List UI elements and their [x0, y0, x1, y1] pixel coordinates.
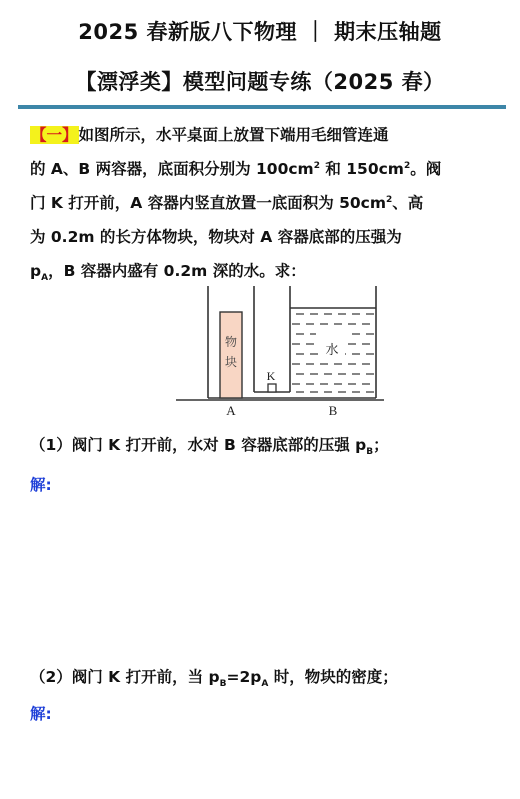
problem-line-1: 如图所示，水平桌面上放置下端用毛细管连通 [78, 126, 389, 144]
problem-line-5a: p [30, 262, 42, 280]
question-1-text-b: ； [373, 436, 389, 454]
container-a-label: A [226, 403, 236, 416]
problem-line-3a: 门 K 打开前，A 容器内竖直放置一底面积为 50cm [30, 194, 387, 212]
block-label-2: 块 [224, 355, 238, 369]
problem-label: 【一】 [31, 126, 78, 144]
problem-line-5b: ，B 容器内盛有 0.2m 深的水。求： [48, 262, 306, 280]
superscript-2: 2 [386, 194, 393, 205]
subscript-a: A [261, 679, 269, 690]
question-1-text-a: （1）阀门 K 打开前，水对 B 容器底部的压强 p [30, 436, 367, 454]
block-label-1: 物 [224, 335, 238, 349]
problem-line-2c: 。阀 [410, 160, 442, 178]
problem-line-4: 为 0.2m 的长方体物块，物块对 A 容器底部的压强为 [30, 228, 402, 246]
question-2-text-b: =2p [226, 668, 262, 686]
page-title-line-1: 2025 春新版八下物理 ｜ 期末压轴题 [78, 20, 442, 44]
subscript-b: B [366, 447, 374, 458]
answer-label-1: 解: [30, 476, 52, 494]
superscript-2: 2 [403, 160, 411, 171]
answer-label-2: 解: [30, 705, 52, 723]
question-2-text-a: （2）阀门 K 打开前，当 p [30, 668, 220, 686]
connected-containers-figure [176, 284, 384, 416]
question-1 [30, 433, 506, 458]
superscript-2: 2 [313, 160, 320, 171]
problem-line-3b: 、高 [392, 194, 424, 212]
container-b-label: B [328, 403, 338, 416]
subscript-b: B [219, 679, 227, 690]
question-2 [30, 665, 506, 690]
page-title-line-2: 【漂浮类】模型问题专练（2025 春） [75, 70, 445, 94]
problem-line-2b: 和 150cm [319, 160, 404, 178]
problem-line-2a: 的 A、B 两容器，底面积分别为 100cm [30, 160, 314, 178]
question-2-text-c: 时，物块的密度； [268, 668, 398, 686]
valve-label: K [266, 369, 276, 383]
subscript-a: A [41, 273, 49, 284]
header-divider [18, 105, 506, 109]
problem-statement [30, 118, 506, 288]
valve-k [268, 384, 276, 392]
water-label: 水 [325, 343, 339, 358]
